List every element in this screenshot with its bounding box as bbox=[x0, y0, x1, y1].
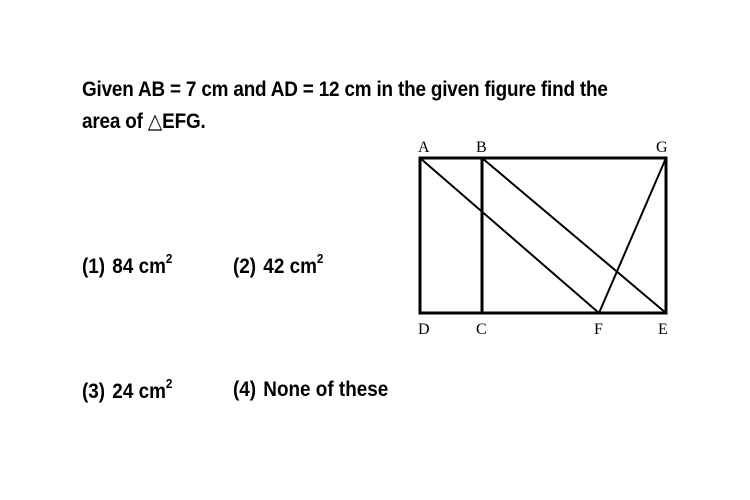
label-d: D bbox=[418, 321, 430, 338]
label-e: E bbox=[658, 321, 668, 338]
option-2-number: (2) bbox=[233, 255, 257, 278]
option-2-sup: 2 bbox=[316, 251, 324, 266]
option-1-number: (1) bbox=[82, 255, 106, 278]
geometry-figure bbox=[400, 132, 700, 347]
option-2-text: 42 cm bbox=[263, 255, 317, 278]
option-3[interactable] bbox=[82, 378, 172, 404]
label-b: B bbox=[476, 139, 487, 156]
question-line-2-prefix: area of bbox=[82, 110, 148, 133]
option-4[interactable] bbox=[233, 378, 388, 402]
label-g: G bbox=[656, 139, 668, 156]
question-line-1: Given AB = 7 cm and AD = 12 cm in the given figure find the bbox=[82, 78, 608, 101]
option-1-sup: 2 bbox=[165, 251, 173, 266]
option-3-sup: 2 bbox=[165, 376, 173, 391]
option-3-number: (3) bbox=[82, 380, 106, 403]
option-4-text: None of these bbox=[263, 378, 389, 401]
option-4-number: (4) bbox=[233, 378, 257, 401]
label-a: A bbox=[418, 139, 430, 156]
option-2[interactable] bbox=[233, 253, 323, 279]
rectangle-adeg bbox=[420, 158, 666, 313]
option-1-text: 84 cm bbox=[112, 255, 166, 278]
segment-fg bbox=[599, 158, 666, 313]
option-3-text: 24 cm bbox=[112, 380, 166, 403]
option-1[interactable] bbox=[82, 253, 172, 279]
label-c: C bbox=[476, 321, 487, 338]
triangle-symbol: △ bbox=[147, 110, 163, 133]
label-f: F bbox=[594, 321, 603, 338]
question-line-2-suffix: EFG. bbox=[162, 110, 206, 133]
question-text bbox=[82, 74, 658, 138]
